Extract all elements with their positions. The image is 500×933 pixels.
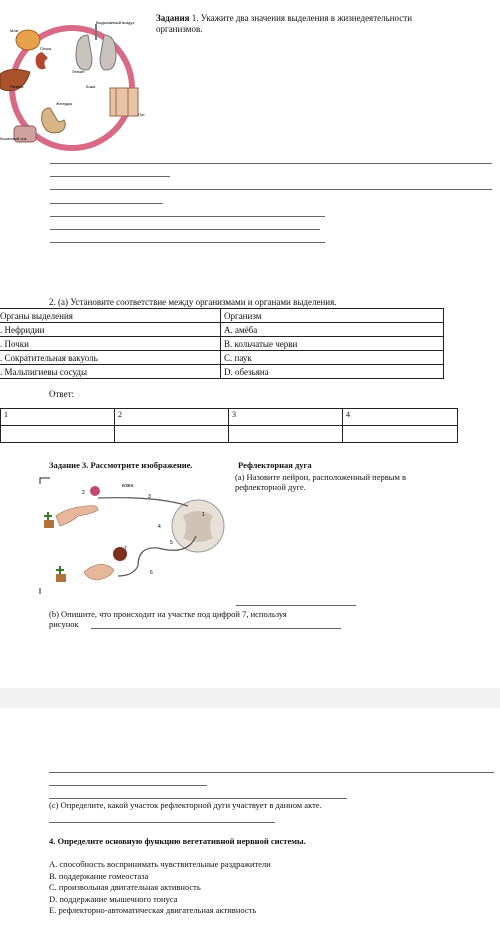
kidney-icon — [36, 52, 48, 69]
excretion-diagram — [0, 10, 150, 155]
answer-number: 2 — [115, 409, 229, 426]
answer-cell[interactable] — [1, 426, 115, 443]
answer-line[interactable] — [50, 216, 325, 217]
lungs-icon — [76, 35, 116, 70]
stomach-icon — [42, 108, 66, 133]
answer-line[interactable] — [50, 242, 325, 243]
page-separator — [0, 688, 500, 708]
col-organism-header: Организм — [221, 309, 444, 323]
figure-label-1: 1 — [202, 512, 205, 518]
organ-cell: . Нефридии — [0, 323, 221, 337]
table-row — [0, 323, 444, 337]
answer-line[interactable] — [50, 203, 163, 204]
answer-line[interactable] — [50, 163, 492, 164]
answer-table — [0, 408, 458, 443]
figure-label-skin: кожа — [122, 483, 134, 489]
plant-icon — [56, 566, 64, 574]
question-b — [49, 609, 379, 629]
option-e[interactable]: E. рефлекторно-автоматическая двигательная активность — [49, 905, 257, 915]
label-lungs2: Легкие — [72, 69, 85, 74]
receptor-icon — [90, 486, 100, 496]
figure-label-6: 6 — [150, 570, 153, 576]
question-a-line2: рефлекторной дуге. — [235, 482, 306, 492]
label-brain: Мозг — [10, 28, 19, 33]
answer-cell[interactable] — [115, 426, 229, 443]
figure-label-7: 7 — [124, 546, 127, 552]
question-c: (c) Определите, какой участок рефлекторной дуги участвует в данном акте. — [49, 800, 322, 810]
label-stomach: Желудок — [56, 101, 73, 106]
label-kidney: Почка — [40, 46, 52, 51]
option-a[interactable]: A. способность воспринимать чувствительные раздражители — [49, 859, 271, 869]
organ-cell: . Почки — [0, 337, 221, 351]
organ-cell: . Сократительная вакуоль — [0, 351, 221, 365]
answer-label: Ответ: — [49, 389, 75, 399]
answer-line[interactable] — [49, 798, 347, 799]
task4-options — [49, 859, 271, 917]
organism-cell: A. амёба — [221, 323, 444, 337]
table-row — [0, 365, 444, 379]
task2-heading: 2. (a) Установите соответствие между организмами и органами выделения. — [49, 297, 337, 307]
answer-line[interactable] — [91, 628, 341, 629]
answer-line[interactable] — [49, 772, 494, 773]
task4-heading: 4. Определите основную функцию вегетативной нервной системы. — [49, 836, 306, 846]
option-d[interactable]: D. поддержание мышечного тонуса — [49, 893, 178, 904]
matching-table — [0, 308, 444, 379]
answer-line[interactable] — [50, 189, 492, 190]
organism-cell: B. кольчатые черви — [221, 337, 444, 351]
figure-title: Рефлекторная дуга — [238, 460, 312, 470]
label-lungs: Выдыхаемый воздух — [96, 20, 135, 25]
question-b-line1: (b) Опишите, что происходит на участке под цифрой 7, используя — [49, 609, 287, 619]
table-row — [0, 337, 444, 351]
answer-line[interactable] — [49, 822, 275, 823]
answer-line[interactable] — [236, 605, 356, 606]
organ-cell: . Мальпигиевы сосуды — [0, 365, 221, 379]
question-a-line1: (a) Назовите нейрон, расположенный первым в — [235, 472, 406, 482]
option-b[interactable]: B. поддержание гомеостаза — [49, 870, 149, 881]
option-c[interactable]: C. произвольная двигательная активность — [49, 882, 201, 892]
hand-icon — [56, 506, 98, 527]
organism-cell: C. паук — [221, 351, 444, 365]
organism-cell: D. обезьяна — [221, 365, 444, 379]
task1-heading: Задания — [156, 13, 190, 23]
answer-cell[interactable] — [343, 426, 458, 443]
answer-line[interactable] — [50, 176, 170, 177]
task1-text-line2: организмов. — [156, 24, 203, 34]
label-juice: Кишечный сок — [0, 136, 27, 141]
task3-heading: Задание 3. Рассмотрите изображение. — [49, 460, 193, 470]
figure-label-3: 3 — [148, 494, 151, 500]
table-row — [0, 351, 444, 365]
answer-number: 1 — [1, 409, 115, 426]
label-liver: Печень — [10, 84, 24, 89]
answer-line[interactable] — [49, 785, 207, 786]
figure-label-4: 4 — [158, 524, 161, 530]
question-a — [235, 472, 475, 492]
reflex-arc-figure — [38, 476, 230, 598]
task1-question — [156, 13, 496, 35]
answer-line[interactable] — [50, 229, 320, 230]
label-sweat: Пот — [138, 112, 145, 117]
answer-cell[interactable] — [229, 426, 343, 443]
skin-icon — [110, 88, 138, 116]
answer-number: 3 — [229, 409, 343, 426]
hand-icon — [84, 564, 114, 580]
task1-text-line1: 1. Укажите два значения выделения в жизнедеятельности — [191, 13, 413, 23]
brain-icon — [16, 30, 40, 50]
answer-number: 4 — [343, 409, 458, 426]
col-organs-header: Органы выделения — [0, 309, 221, 323]
figure-label-5: 5 — [170, 540, 173, 546]
label-skin: Кожа — [86, 84, 96, 89]
plant-icon — [44, 512, 52, 520]
question-b-line2: рисунок — [49, 619, 79, 629]
figure-label-2: 2 — [82, 490, 85, 496]
